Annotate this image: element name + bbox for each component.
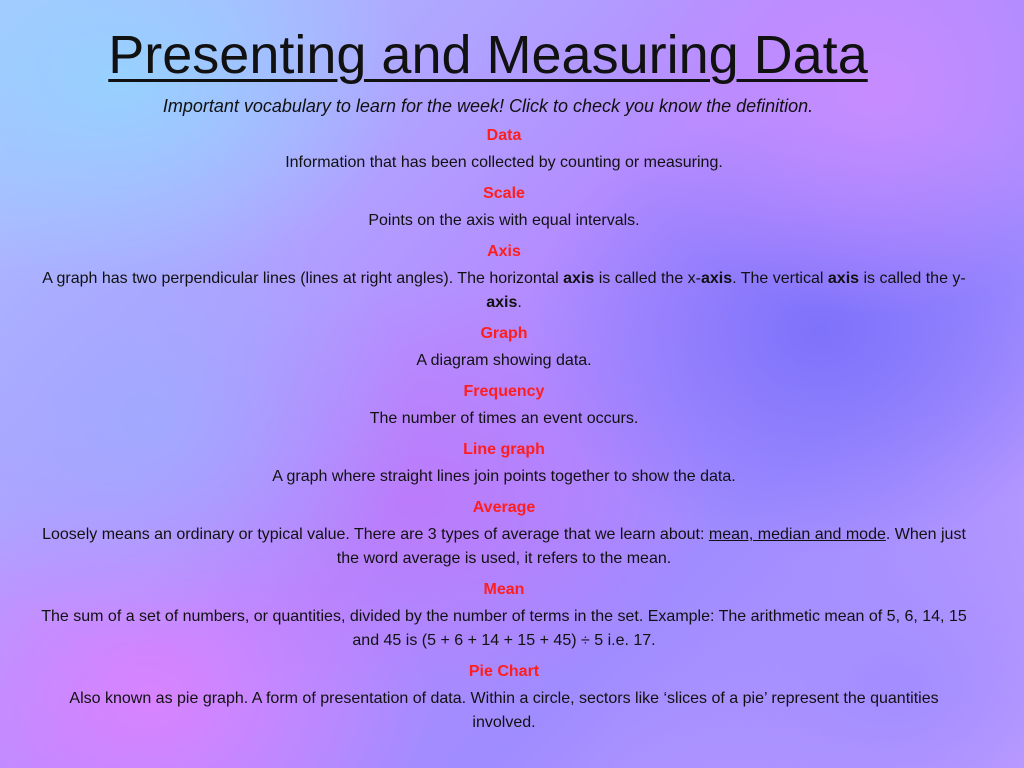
definition-axis-text: A graph has two perpendicular lines (lines at right angles). The horizontal: [42, 270, 564, 287]
term-pie-chart[interactable]: Pie Chart: [468, 663, 540, 680]
definition-frequency: The number of times an event occurs.: [369, 410, 639, 427]
page-title: Presenting and Measuring Data: [108, 25, 868, 85]
definition-data: Information that has been collected by counting or measuring.: [285, 154, 723, 171]
term-mean[interactable]: Mean: [483, 581, 525, 598]
term-data[interactable]: Data: [486, 127, 522, 144]
page-subtitle: Important vocabulary to learn for the week! Click to check you know the definition.: [162, 96, 814, 116]
definition-axis-text: .: [517, 294, 522, 311]
term-scale[interactable]: Scale: [483, 185, 525, 202]
definition-axis: [40, 267, 968, 320]
definition-graph: A diagram showing data.: [416, 352, 592, 369]
definition-line-graph: A graph where straight lines join points together to show the data.: [272, 468, 736, 485]
vocabulary-list: [40, 122, 968, 740]
definition-axis-bold: axis: [827, 270, 860, 287]
definition-average-underlined: mean, median and mode: [708, 526, 886, 543]
definition-mean: The sum of a set of numbers, or quantities, divided by the number of terms in the set. Example: The arithmetic mean of 5, 6, 14, 15 and 45 is (5 + 6 + 14 + 15 + 45) ÷ 5 i.e. 17.: [41, 608, 967, 649]
term-graph[interactable]: Graph: [480, 325, 528, 342]
definition-axis-bold: axis: [563, 270, 595, 287]
definition-axis-bold: axis: [701, 270, 733, 287]
definition-average-text: . When just the word average is used, it refers to the mean.: [336, 526, 966, 567]
definition-axis-bold: axis: [486, 294, 518, 311]
term-axis[interactable]: Axis: [487, 243, 521, 260]
term-frequency[interactable]: Frequency: [463, 383, 545, 400]
definition-average: [40, 523, 968, 576]
definition-pie-chart: Also known as pie graph. A form of presentation of data. Within a circle, sectors like ‘slices of a pie’ represent the quantities involved.: [69, 690, 939, 731]
term-average[interactable]: Average: [472, 499, 536, 516]
term-line-graph[interactable]: Line graph: [463, 441, 545, 458]
definition-axis-text: is called the x-: [594, 270, 701, 287]
definition-scale: Points on the axis with equal intervals.: [368, 212, 640, 229]
definition-axis-text: . The vertical: [732, 270, 828, 287]
definition-average-text: Loosely means an ordinary or typical value. There are 3 types of average that we learn about:: [42, 526, 709, 543]
definition-axis-text: is called the y-: [859, 270, 966, 287]
